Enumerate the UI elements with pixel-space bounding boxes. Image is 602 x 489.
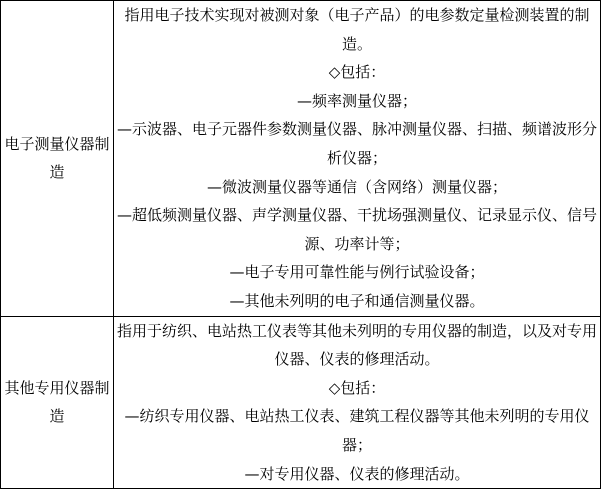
table-row [1, 1, 601, 317]
includes-heading: ◇包括： [328, 378, 386, 397]
category-name: 电子测量仪器制造 [1, 1, 114, 317]
include-item: —纺织专用仪器、电站热工仪表、建筑工程仪器等其他未列明的专用仪器； [124, 407, 590, 454]
include-item: —示波器、电子元器件参数测量仪器、脉冲测量仪器、扫描、频谱波形分析仪器； [116, 120, 597, 167]
includes-heading: ◇包括： [328, 63, 386, 82]
include-item: —电子专用可靠性能与例行试验设备； [229, 263, 485, 282]
include-item: —对专用仪器、仪表的修理活动。 [244, 464, 470, 483]
include-item: —其他未列明的电子和通信测量仪器。 [229, 291, 485, 310]
table-row [1, 316, 601, 489]
category-description [114, 1, 601, 317]
include-item: —超低频测量仪器、声学测量仪器、干扰场强测量仪、记录显示仪、信号源、功率计等； [116, 206, 597, 253]
include-item: —微波测量仪器等通信（含网络）测量仪器； [206, 177, 507, 196]
category-name: 其他专用仪器制造 [1, 316, 114, 489]
category-description [114, 316, 601, 489]
description-line: 指用于纺织、电站热工仪表等其他未列明的专用仪器的制造，以及对专用仪器、仪表的修理活动。 [116, 321, 597, 369]
description-line: 指用电子技术实现对被测对象（电子产品）的电参数定量检测装置的制造。 [124, 6, 590, 53]
include-item: —频率测量仪器； [296, 91, 417, 110]
